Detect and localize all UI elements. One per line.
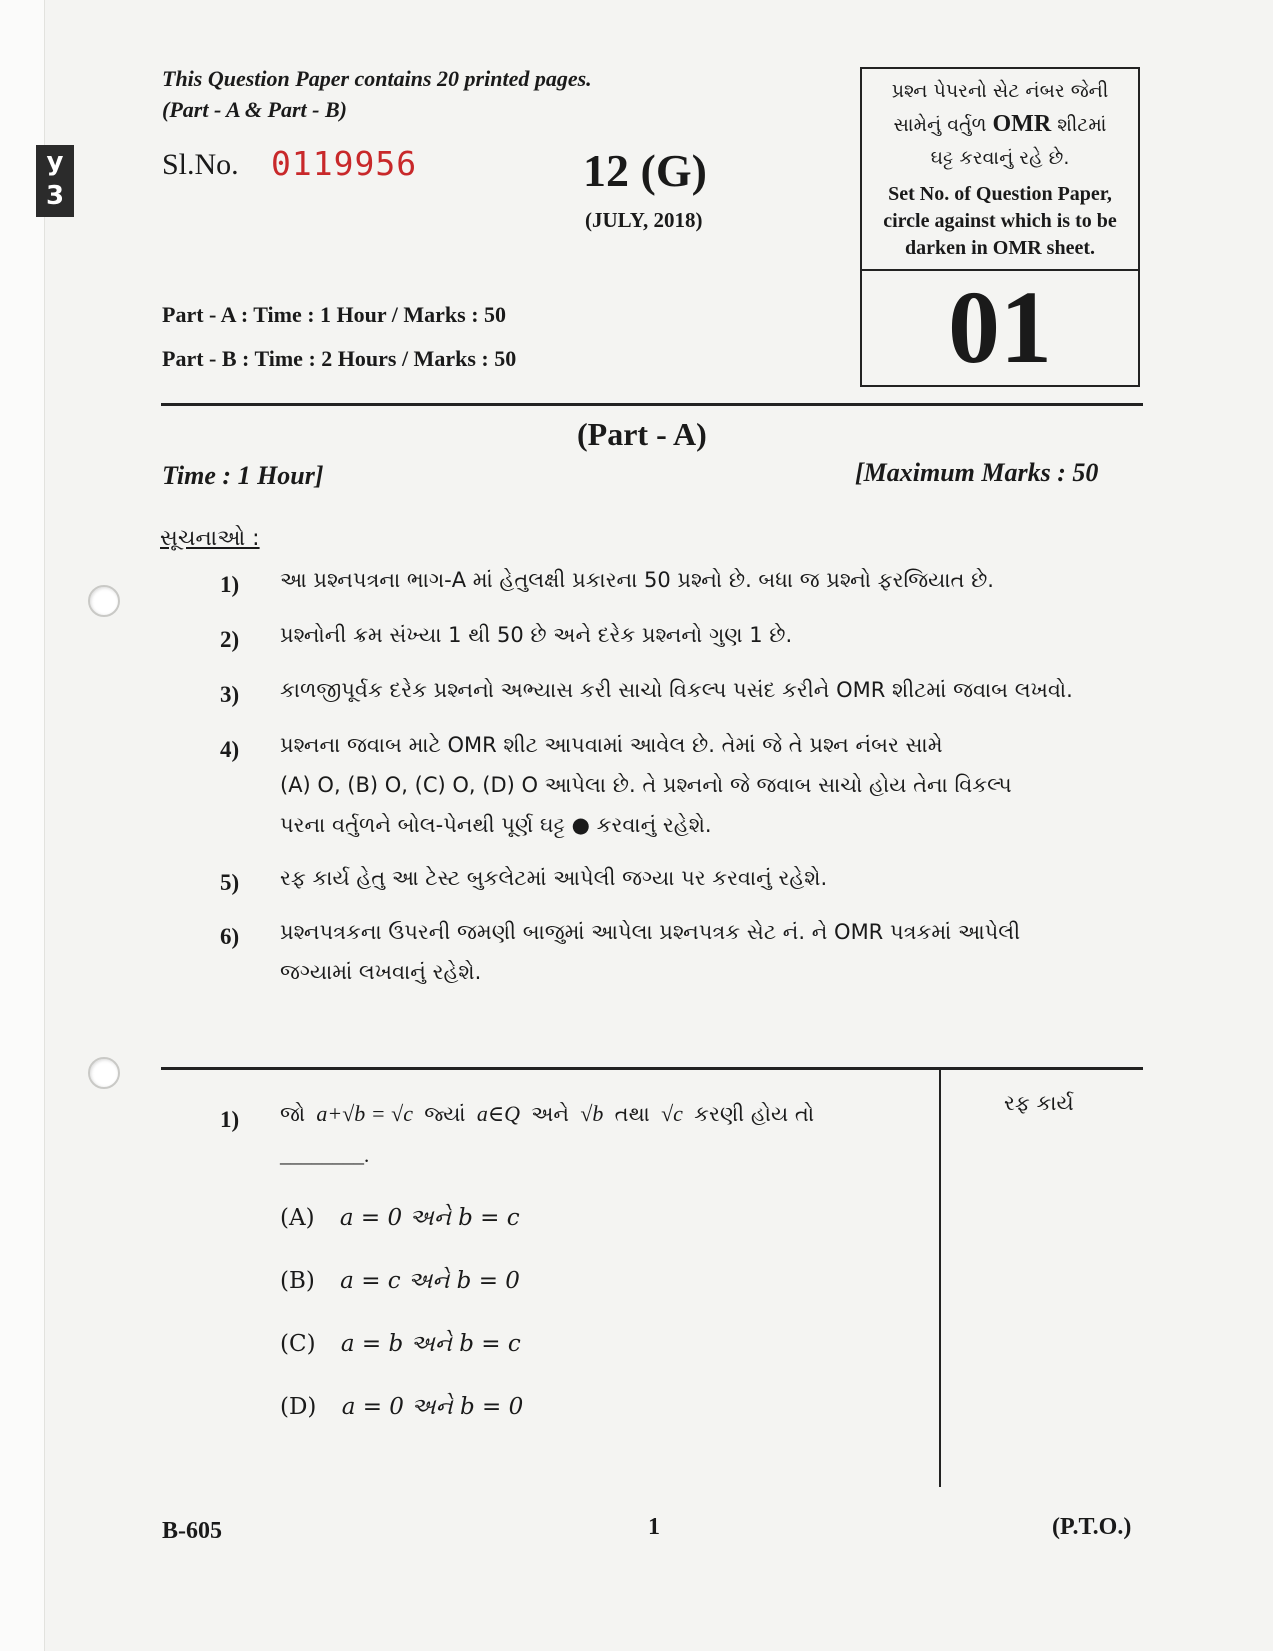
parts-line: (Part - A & Part - B) — [162, 97, 347, 122]
set-box-en-line2: circle against which is to be — [883, 210, 1117, 232]
part-a-timing: Part - A : Time : 1 Hour / Marks : 50 — [162, 302, 507, 327]
paper-edge — [0, 0, 45, 1651]
instruction-number: 3) — [220, 682, 240, 707]
serial-number: 0119956 — [271, 144, 418, 183]
set-number-box — [860, 67, 1140, 387]
question-number: 1) — [220, 1107, 240, 1132]
set-box-en-line1: Set No. of Question Paper, — [888, 183, 1112, 205]
question-divider — [161, 1067, 1143, 1070]
set-box-guj-line1: પ્રશ્ન પેપરનો સેટ નંબર જેની — [891, 80, 1109, 102]
instruction-number: 2) — [220, 627, 240, 652]
set-box-en-line3: darken in OMR sheet. — [905, 237, 1095, 259]
part-a-title: (Part - A) — [577, 416, 707, 452]
serial-label: Sl.No. — [162, 148, 239, 181]
exam-date: (JULY, 2018) — [585, 208, 703, 232]
option-a: (A) a = 0 અને b = c — [280, 1205, 520, 1231]
set-number: 01 — [948, 270, 1052, 385]
instruction-text: પ્રશ્નના જવાબ માટે OMR શીટ આપવામાં આવેલ છે. તેમાં જે તે પ્રશ્ન નંબર સામે (A) O, (B) O, (C) O, (D) O આપેલા છે. તે પ્રશ્નનો જે જવાબ સાચો હોય તેના વિકલ્પ પરના વર્તુળને બોલ-પેનથી પૂર્ણ ઘટ્ટ ● કરવાનું રહેશે. — [280, 733, 1012, 837]
instruction-text: કાળજીપૂર્વક દરેક પ્રશ્નનો અભ્યાસ કરી સાચો વિકલ્પ પસંદ કરીને OMR શીટમાં જવાબ લખવો. — [280, 678, 1073, 702]
pto-label: (P.T.O.) — [1052, 1514, 1132, 1540]
part-a-max-marks: [Maximum Marks : 50 — [855, 458, 1099, 487]
instruction-text: પ્રશ્નપત્રકના ઉપરની જમણી બાજુમાં આપેલા પ્રશ્નપત્રક સેટ નં. ને OMR પત્રકમાં આપેલી જગ્યામાં લખવાનું રહેશે. — [280, 920, 1021, 984]
rough-work-label: રફ કાર્ય — [1004, 1091, 1074, 1115]
instruction-text: પ્રશ્નોની ક્રમ સંખ્યા 1 થી 50 છે અને દરેક પ્રશ્નનો ગુણ 1 છે. — [280, 623, 793, 647]
tab-mark: y 3 — [36, 145, 74, 217]
instruction-number: 1) — [220, 572, 240, 597]
rough-work-divider — [939, 1069, 941, 1487]
punch-hole-bottom — [88, 1057, 120, 1089]
set-box-guj-line3: ઘટ્ટ કરવાનું રહે છે. — [930, 147, 1070, 169]
instructions-heading: સૂચનાઓ : — [160, 526, 260, 551]
instruction-number: 6) — [220, 924, 240, 949]
set-box-guj-line2: સામેનું વર્તુળ OMR શીટમાં — [893, 111, 1107, 137]
part-b-timing: Part - B : Time : 2 Hours / Marks : 50 — [162, 346, 517, 371]
page-number: 1 — [648, 1514, 660, 1540]
punch-hole-top — [88, 585, 120, 617]
footer-code: B-605 — [162, 1518, 222, 1544]
header-divider — [161, 403, 1143, 406]
option-c: (C) a = b અને b = c — [280, 1331, 521, 1357]
option-d: (D) a = 0 અને b = 0 — [280, 1394, 524, 1420]
pages-line: This Question Paper contains 20 printed pages. — [162, 66, 592, 91]
answer-blank: ________. — [280, 1143, 370, 1167]
subject-code: 12 (G) — [583, 145, 707, 196]
instruction-text: આ પ્રશ્નપત્રના ભાગ-A માં હેતુલક્ષી પ્રકારના 50 પ્રશ્નો છે. બધા જ પ્રશ્નો ફરજિયાત છે. — [280, 568, 994, 592]
instruction-number: 4) — [220, 737, 240, 762]
part-a-time: Time : 1 Hour] — [162, 461, 324, 490]
instruction-number: 5) — [220, 870, 240, 895]
question-stem: જો a+√b = √c જ્યાં a∈Q અને √b તથા √c કરણી હોય તો — [280, 1101, 815, 1126]
instruction-text: રફ કાર્ય હેતુ આ ટેસ્ટ બુકલેટમાં આપેલી જગ્યા પર કરવાનું રહેશે. — [280, 866, 828, 890]
option-b: (B) a = c અને b = 0 — [280, 1268, 520, 1294]
